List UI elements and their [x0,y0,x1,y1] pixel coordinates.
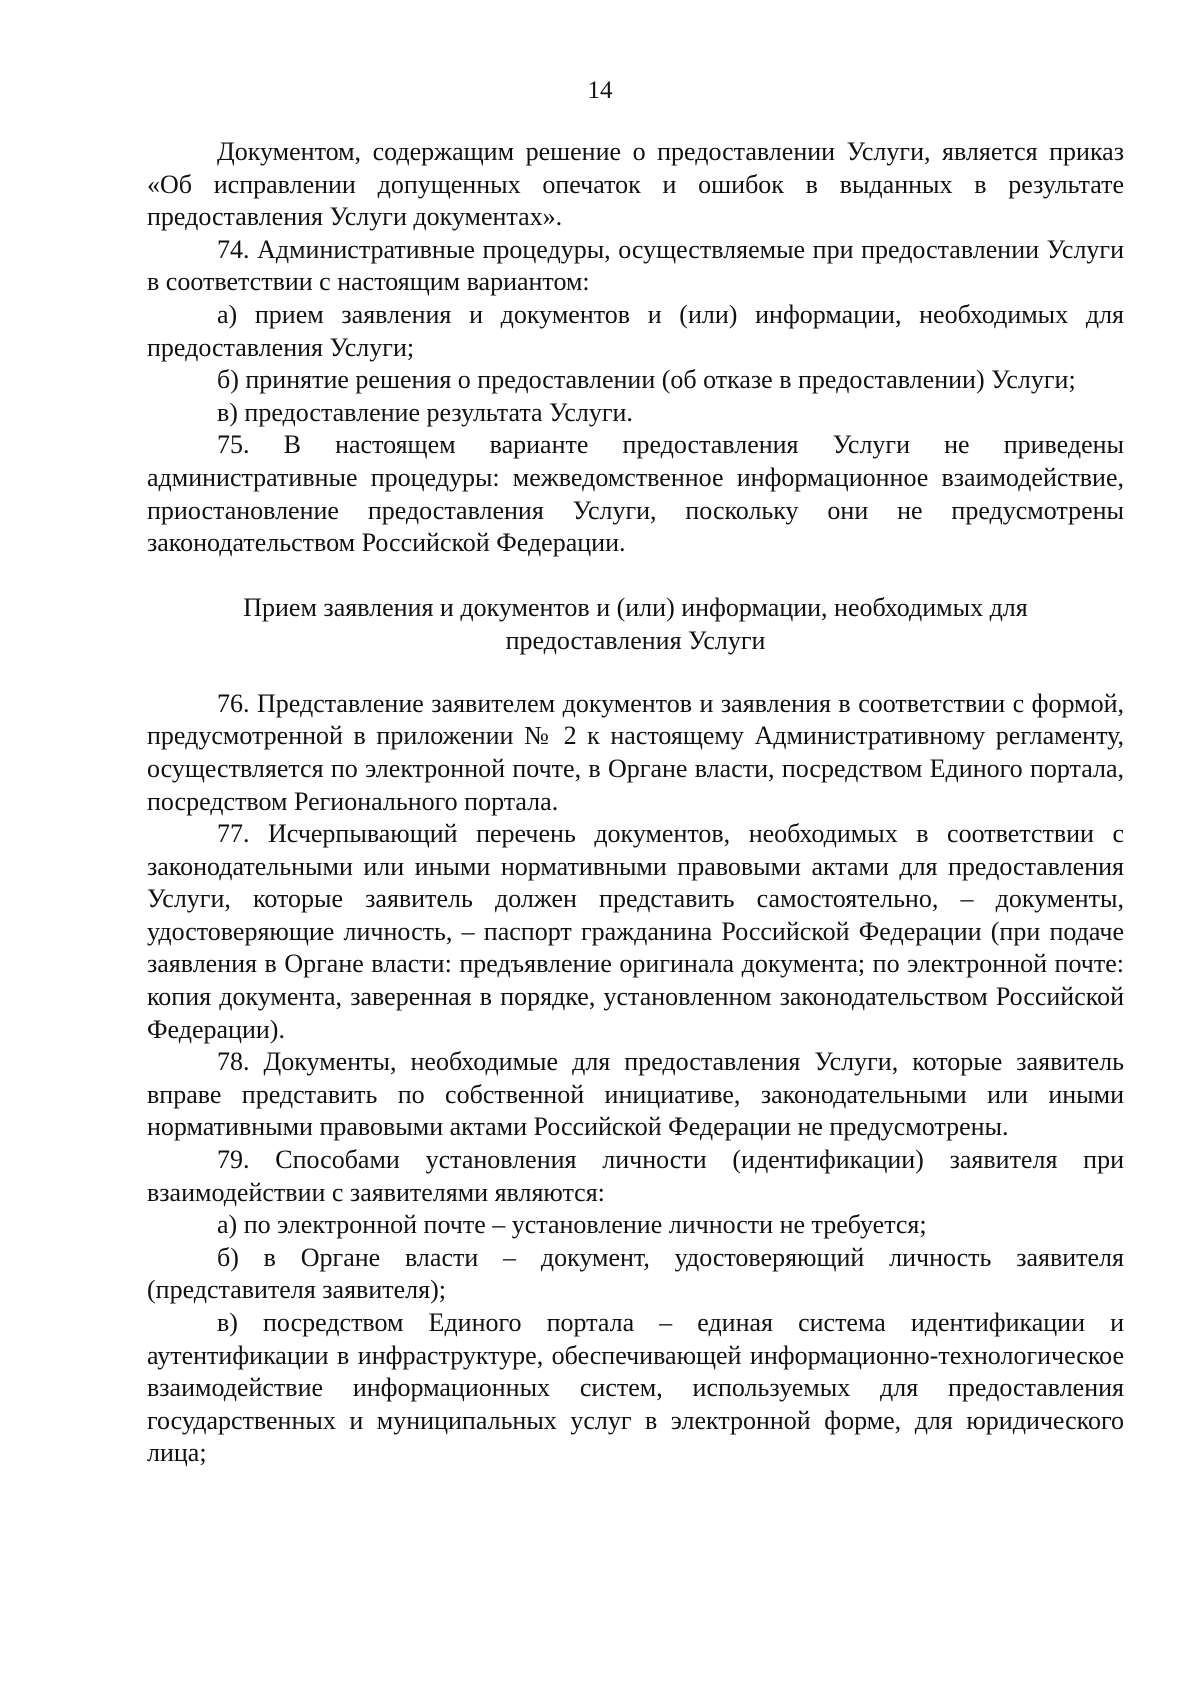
document-content [147,136,1124,1470]
paragraph-74-b: б) принятие решения о предоставлении (об отказе в предоставлении) Услуги; [217,365,1076,395]
paragraph-76: 76. Представление заявителем документов и заявления в соответствии с формой, предусмотренной в приложении № 2 к настоящему Административному регламенту, осуществляется по электронной почте, в Органе власти, посредством Единого портала, посредством Регионального портала. [147,688,1124,816]
paragraph-75: 75. В настоящем варианте предоставления Услуги не приведены административные процедуры: межведомственное информационное взаимодействие, приостановление предоставления Услуги, поскольку они не предусмотрены законодательством Российской Федерации. [147,430,1124,558]
section-heading-line-1: Прием заявления и документов и (или) информации, необходимых для [243,592,1028,622]
paragraph-74-v: в) предоставление результата Услуги. [217,397,633,427]
paragraph-74-a: а) прием заявления и документов и (или) информации, необходимых для предоставления Услуги; [147,299,1124,362]
paragraph-79: 79. Способами установления личности (идентификации) заявителя при взаимодействии с заявителями являются: [147,1145,1124,1207]
section-heading-line-2: предоставления Услуги [505,625,766,655]
page-number: 14 [587,77,613,104]
paragraph-79-a: а) по электронной почте – установление личности не требуется; [217,1210,927,1240]
paragraph-78: 78. Документы, необходимые для предоставления Услуги, которые заявитель вправе представить по собственной инициативе, законодательными или иными нормативными правовыми актами Российской Федерации не предусмотрены. [147,1047,1124,1142]
paragraph-79-v: в) посредством Единого портала – единая система идентификации и аутентификации в инфраструктуре, обеспечивающей информационно-технологическое взаимодействие информационных систем, используемых для предоставления государственных и муниципальных услуг в электронной форме, для юридического лица; [147,1308,1124,1468]
section-heading [147,591,1124,657]
paragraph-77: 77. Исчерпывающий перечень документов, необходимых в соответствии с законодательными или иными нормативными правовыми актами для предоставления Услуги, которые заявитель должен представить самостоятельно, – документы, удостоверяющие личность, – паспорт гражданина Российской Федерации (при подаче заявления в Органе власти: предъявление оригинала документа; по электронной почте: копия документа, заверенная в порядке, установленном законодательством Российской Федерации). [147,819,1124,1044]
paragraph-79-b: б) в Органе власти – документ, удостоверяющий личность заявителя (представителя заявителя); [147,1242,1124,1305]
paragraph-decision-document: Документом, содержащим решение о предоставлении Услуги, является приказ «Об исправлении допущенных опечаток и ошибок в выданных в результате предоставления Услуги документах». [147,137,1124,232]
paragraph-74: 74. Административные процедуры, осуществляемые при предоставлении Услуги в соответствии с настоящим вариантом: [147,234,1124,297]
